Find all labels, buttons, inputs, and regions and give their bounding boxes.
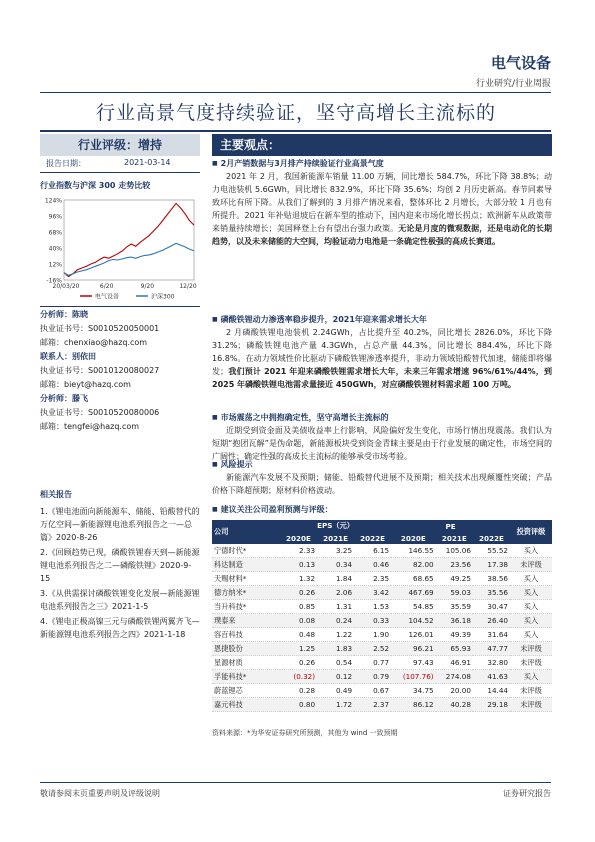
table-source-note: 资料来源：*为华安证券研究所预测，其他为 wind 一致预期 [212, 729, 398, 737]
analyst-email-row: 邮箱：tengfei@hazq.com [40, 422, 140, 431]
table-cell: 嘉元科技 [212, 698, 280, 712]
table-cell: 未评级 [510, 642, 552, 656]
chart-bottom-divider [40, 306, 200, 307]
table-cell: 31.64 [473, 628, 510, 642]
table-row [212, 642, 552, 656]
sidebar-divider [40, 172, 200, 173]
col-group-pe: PE [391, 520, 510, 532]
table-title: ■ 建议关注公司盈利预测与评级： [212, 505, 333, 514]
table-cell: 1.31 [317, 600, 354, 614]
y-tick-label: 40% [48, 245, 62, 253]
table-cell: 3.25 [317, 544, 354, 558]
report-date-row [40, 158, 200, 170]
y-tick-label: 96% [48, 213, 62, 221]
table-cell: 26.40 [473, 614, 510, 628]
table-cell: 1.90 [354, 628, 391, 642]
table-cell: 买入 [510, 670, 552, 684]
table-cell: 0.79 [354, 670, 391, 684]
table-row [212, 628, 552, 642]
table-row [212, 614, 552, 628]
table-cell: 49.39 [436, 628, 473, 642]
table-cell: 蔚蓝锂芯 [212, 684, 280, 698]
report-category: 电气设备 [490, 54, 551, 72]
related-report-item[interactable]: 3.《从供需探讨磷酸铁锂变化发展—新能源锂电池系列报告之三》2021-1-5 [40, 589, 200, 611]
series-line-1 [64, 203, 194, 276]
table-cell: 2.33 [280, 544, 317, 558]
x-tick-label: 9/20 [140, 283, 155, 290]
table-cell: 17.38 [473, 558, 510, 572]
report-date-value: 2021-03-14 [124, 158, 171, 167]
table-header-row-1 [212, 520, 552, 532]
table-row [212, 684, 552, 698]
contact-cert-row: 执业证书号：S0010120080027 [40, 366, 160, 375]
table-cell: 0.26 [280, 656, 317, 670]
related-report-item[interactable]: 4.《锂电正极高镍三元与磷酸铁锂两翼齐飞—新能源锂电池系列报告之四》2021-1-18 [40, 617, 200, 639]
page-title: 行业高景气度持续验证，坚守高增长主流标的 [95, 102, 496, 124]
table-row [212, 698, 552, 712]
table-cell: 未评级 [510, 698, 552, 712]
earnings-forecast-table [212, 520, 552, 712]
table-cell: 0.49 [317, 684, 354, 698]
table-cell: 35.56 [473, 586, 510, 600]
table-cell: (0.32) [280, 670, 317, 684]
table-cell: 1.72 [317, 698, 354, 712]
table-cell: 6.15 [354, 544, 391, 558]
table-row [212, 656, 552, 670]
point-body: 新能源汽车发展不及预期；储能、铅酸替代进展不及预期；相关技术出现颠覆性突破；产品价格下降超预期；原材料价格波动。 [212, 473, 552, 495]
table-cell: 41.63 [473, 670, 510, 684]
analyst-name-row: 分析师：陈晓 [40, 310, 88, 319]
table-cell: 55.52 [473, 544, 510, 558]
table-cell: 1.53 [354, 600, 391, 614]
table-cell: 2.35 [354, 572, 391, 586]
table-cell: 0.80 [280, 698, 317, 712]
table-cell: 86.12 [391, 698, 436, 712]
table-cell: 2.37 [354, 698, 391, 712]
table-cell: 0.48 [280, 628, 317, 642]
table-cell: 65.93 [436, 642, 473, 656]
table-row [212, 670, 552, 684]
table-cell: 3.42 [354, 586, 391, 600]
table-cell: 23.56 [436, 558, 473, 572]
related-reports-title: 相关报告 [40, 490, 72, 499]
square-bullet-icon: ■ [212, 506, 218, 513]
table-cell: 0.13 [280, 558, 317, 572]
table-cell: 当升科技* [212, 600, 280, 614]
analyst-name-row: 分析师：滕飞 [40, 394, 88, 403]
point-heading: ■ 风险提示 [212, 458, 552, 471]
point-4 [212, 458, 552, 497]
table-cell: 0.12 [317, 670, 354, 684]
table-cell: 274.08 [436, 670, 473, 684]
table-cell: 1.22 [317, 628, 354, 642]
table-body [212, 544, 552, 712]
table-cell: 0.33 [354, 614, 391, 628]
title-divider [40, 130, 551, 132]
point-body: 2 月磷酸铁锂电池装机 2.24GWh，占比提升至 40.2%，同比增长 2826.0%，环比下降 31.2%；磷酸铁锂电池产量 4.3GWh，占总产量 44.3%，同比增长 884.4%，环比下降 16.8%。在动力领域性价比驱动下磷酸铁锂渗透率提升，非动力领域铅酸替代加速，储能即将爆发；我们预计 2021 年迎来磷酸铁锂需求增长大年，未来三年需求增速 96%/61%/44%，到 2025 年磷酸铁锂电池需求量接近 450GWh，对应磷酸铁锂材料需求超 100 万吨。 [212, 328, 552, 389]
table-cell: 126.01 [391, 628, 436, 642]
col-year: 2021E [317, 532, 354, 544]
header-divider [40, 92, 551, 93]
report-subtitle: 行业研究/行业周报 [475, 79, 551, 89]
table-cell: 40.28 [436, 698, 473, 712]
table-cell: 0.85 [280, 600, 317, 614]
table-cell: 467.69 [391, 586, 436, 600]
table-cell: 82.00 [391, 558, 436, 572]
related-report-item[interactable]: 1.《锂电池面向新能源车、储能、铅酸替代的万亿空间—新能源锂电池系列报告之一—总篇》2020-8-26 [40, 507, 200, 542]
table-cell: 105.06 [436, 544, 473, 558]
table-cell: 34.75 [391, 684, 436, 698]
table-cell: 30.47 [473, 600, 510, 614]
related-reports [40, 488, 200, 643]
analyst-block-3 [40, 392, 200, 434]
table-cell: 买入 [510, 600, 552, 614]
table-cell: 96.21 [391, 642, 436, 656]
table-cell: 宁德时代* [212, 544, 280, 558]
related-report-item[interactable]: 2.《回顾趋势已现，磷酸铁锂春天到—新能源锂电池系列报告之二—磷酸铁锂》2020-9-15 [40, 548, 200, 583]
x-tick-label: 6/20 [99, 283, 114, 290]
table-cell: 0.54 [317, 656, 354, 670]
x-tick-label: 12/20 [179, 283, 197, 290]
footer-divider [40, 782, 551, 783]
col-year: 2021E [436, 532, 473, 544]
point-heading: ■ 磷酸铁锂动力渗透率稳步提升，2021年迎来需求增长大年 [212, 313, 552, 326]
table-cell: 容百科技 [212, 628, 280, 642]
table-cell: 2.06 [317, 586, 354, 600]
table-cell: 未评级 [510, 684, 552, 698]
series-line-2 [64, 243, 194, 275]
table-cell: 104.52 [391, 614, 436, 628]
table-cell: 买入 [510, 628, 552, 642]
table-cell: 星源材质 [212, 656, 280, 670]
table-cell: 0.67 [354, 684, 391, 698]
table-cell: 0.28 [280, 684, 317, 698]
table-cell: 68.65 [391, 572, 436, 586]
table-cell: 买入 [510, 586, 552, 600]
table-cell: 20.00 [436, 684, 473, 698]
chart-title: 行业指数与沪深 300 走势比较 [40, 181, 151, 190]
table-cell: 1.32 [280, 572, 317, 586]
y-tick-label: 124% [44, 197, 62, 205]
table-cell: 恩捷股份 [212, 642, 280, 656]
y-tick-label: -16% [46, 277, 62, 285]
contact-name-row: 联系人：别依田 [40, 352, 96, 361]
table-cell: 买入 [510, 544, 552, 558]
table-cell: 买入 [510, 614, 552, 628]
point-2 [212, 313, 552, 391]
point-3 [212, 411, 552, 463]
table-row [212, 558, 552, 572]
analyst-block-1 [40, 308, 200, 350]
footer-disclaimer: 敬请参阅末页重要声明及评级说明 [40, 789, 160, 798]
table-cell: 2.52 [354, 642, 391, 656]
table-cell: 0.24 [317, 614, 354, 628]
table-cell: 孚能科技* [212, 670, 280, 684]
table-cell: 35.59 [436, 600, 473, 614]
x-tick-label: 20/03/20 [52, 283, 80, 290]
point-1 [212, 157, 552, 248]
table-cell: 德方纳米* [212, 586, 280, 600]
analyst-block-2 [40, 350, 200, 392]
table-cell: 未评级 [510, 558, 552, 572]
trend-chart-svg [40, 194, 200, 306]
table-cell: 54.85 [391, 600, 436, 614]
table-row [212, 600, 552, 614]
y-tick-label: 12% [48, 261, 62, 269]
industry-rating: 行业评级：增持 [40, 134, 200, 156]
table-cell: 59.03 [436, 586, 473, 600]
table-cell: 1.84 [317, 572, 354, 586]
legend-label: 电气设备 [95, 293, 120, 301]
main-points-heading: 主要观点： [212, 134, 552, 156]
table-cell: 14.44 [473, 684, 510, 698]
col-group-eps: EPS（元） [280, 520, 391, 532]
plot-frame [64, 200, 194, 280]
table-cell: 科达制造 [212, 558, 280, 572]
col-rating: 投资评级 [510, 520, 552, 544]
contact-email-row: 邮箱：bieyt@hazq.com [40, 380, 131, 389]
table-cell: 0.34 [317, 558, 354, 572]
table-cell: 29.18 [473, 698, 510, 712]
table-cell: 46.91 [436, 656, 473, 670]
col-year: 2020E [280, 532, 317, 544]
table-cell: 未评级 [510, 656, 552, 670]
col-year: 2022E [473, 532, 510, 544]
table-cell: (107.76) [391, 670, 436, 684]
table-cell: 0.46 [354, 558, 391, 572]
point-heading: ■ 2月产销数据与3月排产持续验证行业高景气度 [212, 157, 552, 170]
table-row [212, 586, 552, 600]
table-cell: 0.08 [280, 614, 317, 628]
table-cell: 1.25 [280, 642, 317, 656]
point-body: 近期受到资金面及美债收益率上行影响，风险偏好发生变化，市场行情出现震荡。我们认为短期“抱团瓦解”是伪命题，新能源板块受到资金青睐主要是由于行业发展的确定性，市场空间的广阔性；确定性强的高成长主流标的能够承受市场考验。 [212, 426, 552, 461]
analyst-email-row: 邮箱：chenxiao@hazq.com [40, 338, 148, 347]
table-cell: 1.83 [317, 642, 354, 656]
table-cell: 天赐材料* [212, 572, 280, 586]
point-body: 2021 年 2 月，我国新能源车销量 11.00 万辆，同比增长 584.7%，环比下降 38.8%；动力电池装机 5.6GWh，同比增长 832.9%，环比下降 35.6%；均创 2 月历史新高。春节同素导致环比有所下降。从我们了解到的 3 月排产情况来看，整体环比 2 月增长，大部分较 1 月也有所提升。2021 年补贴退坡后在新车型的推动下，国内迎来市场化增长拐点；欧洲新车从政策带来销量持续增长；美国释登上台有望出台强力政策。无论是月度的微观数据，还是电动化的长期趋势，以及未来储能的大空间，均验证动力电池是一条确定性极强的高成长赛道。 [212, 172, 553, 246]
table-cell: 36.18 [436, 614, 473, 628]
col-year: 2022E [354, 532, 391, 544]
table-cell: 0.77 [354, 656, 391, 670]
footer-label: 证券研究报告 [503, 789, 551, 798]
index-trend-chart [40, 194, 200, 306]
table-row [212, 544, 552, 558]
col-company: 公司 [212, 520, 280, 544]
table-cell: 0.26 [280, 586, 317, 600]
table-cell: 47.77 [473, 642, 510, 656]
legend-label: 沪深300 [151, 293, 175, 301]
table-cell: 买入 [510, 572, 552, 586]
table-row [212, 572, 552, 586]
analyst-cert-row: 执业证书号：S0010520080006 [40, 408, 160, 417]
table-cell: 146.55 [391, 544, 436, 558]
table-cell: 38.56 [473, 572, 510, 586]
analyst-cert-row: 执业证书号：S0010520050001 [40, 324, 160, 333]
report-date-label: 报告日期： [46, 159, 86, 168]
table-cell: 璞泰来 [212, 614, 280, 628]
table-cell: 97.43 [391, 656, 436, 670]
table-cell: 49.25 [436, 572, 473, 586]
point-heading: ■ 市场震荡之中拥抱确定性，坚守高增长主流标的 [212, 411, 552, 424]
table-cell: 32.80 [473, 656, 510, 670]
y-tick-label: 68% [48, 229, 62, 237]
col-year: 2020E [391, 532, 436, 544]
